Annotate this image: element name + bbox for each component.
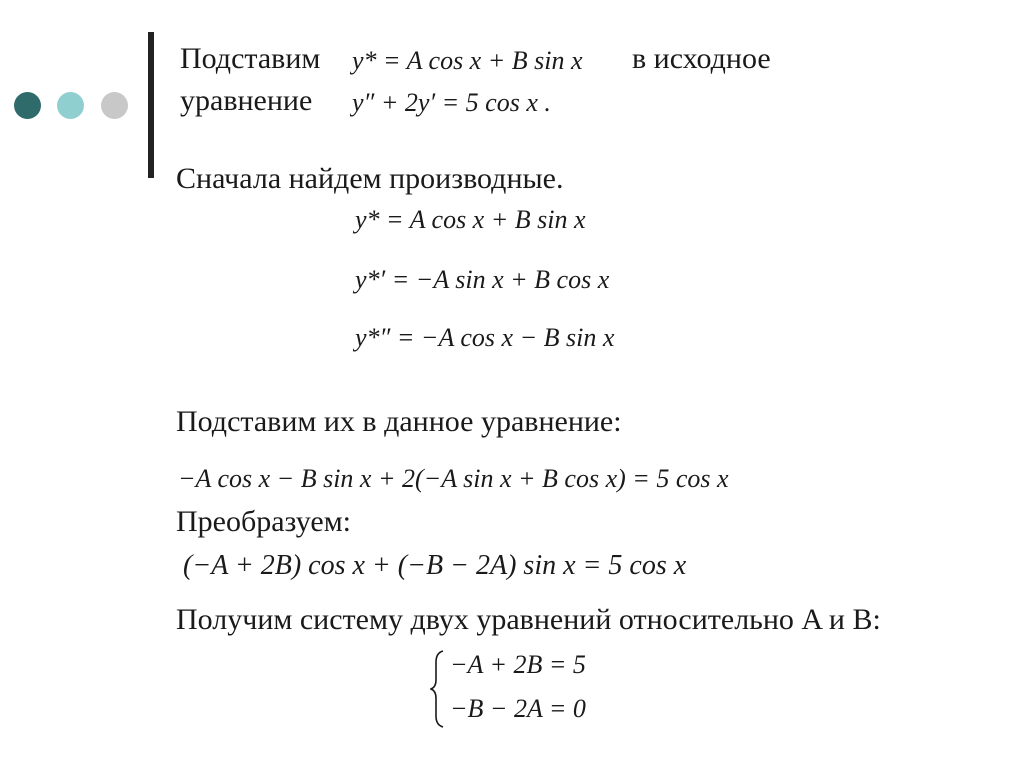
derivatives-heading: Сначала найдем производные. (176, 162, 564, 195)
system-equation-2: −B − 2A = 0 (450, 694, 586, 723)
derivative-3: y*″ = −A cos x − B sin x (355, 323, 615, 352)
substituted-equation: −A cos x − B sin x + 2(−A sin x + B cos x) = 5 cos x (178, 464, 729, 493)
system-equation-1: −A + 2B = 5 (450, 650, 586, 679)
derivative-2: y*′ = −A sin x + B cos x (355, 265, 610, 294)
equation-ystar: y* = A cos x + B sin x (352, 46, 583, 75)
intro-line2-text: уравнение (180, 84, 313, 117)
system-heading: Получим систему двух уравнений относительно A и B: (176, 603, 881, 636)
transform-heading: Преобразуем: (176, 505, 352, 538)
vertical-divider (148, 32, 154, 178)
transformed-equation: (−A + 2B) cos x + (−B − 2A) sin x = 5 cos x (183, 550, 687, 581)
intro-left-text: Подставим (180, 42, 321, 75)
substitute-heading: Подставим их в данное уравнение: (176, 405, 622, 438)
derivative-1: y* = A cos x + B sin x (355, 205, 586, 234)
intro-right-text: в исходное (632, 42, 771, 75)
decor-dot-grey (101, 92, 128, 119)
decor-dot-dark (14, 92, 41, 119)
equation-original: y″ + 2y′ = 5 cos x . (352, 88, 551, 117)
system-brace (430, 650, 444, 728)
decor-dot-teal (57, 92, 84, 119)
